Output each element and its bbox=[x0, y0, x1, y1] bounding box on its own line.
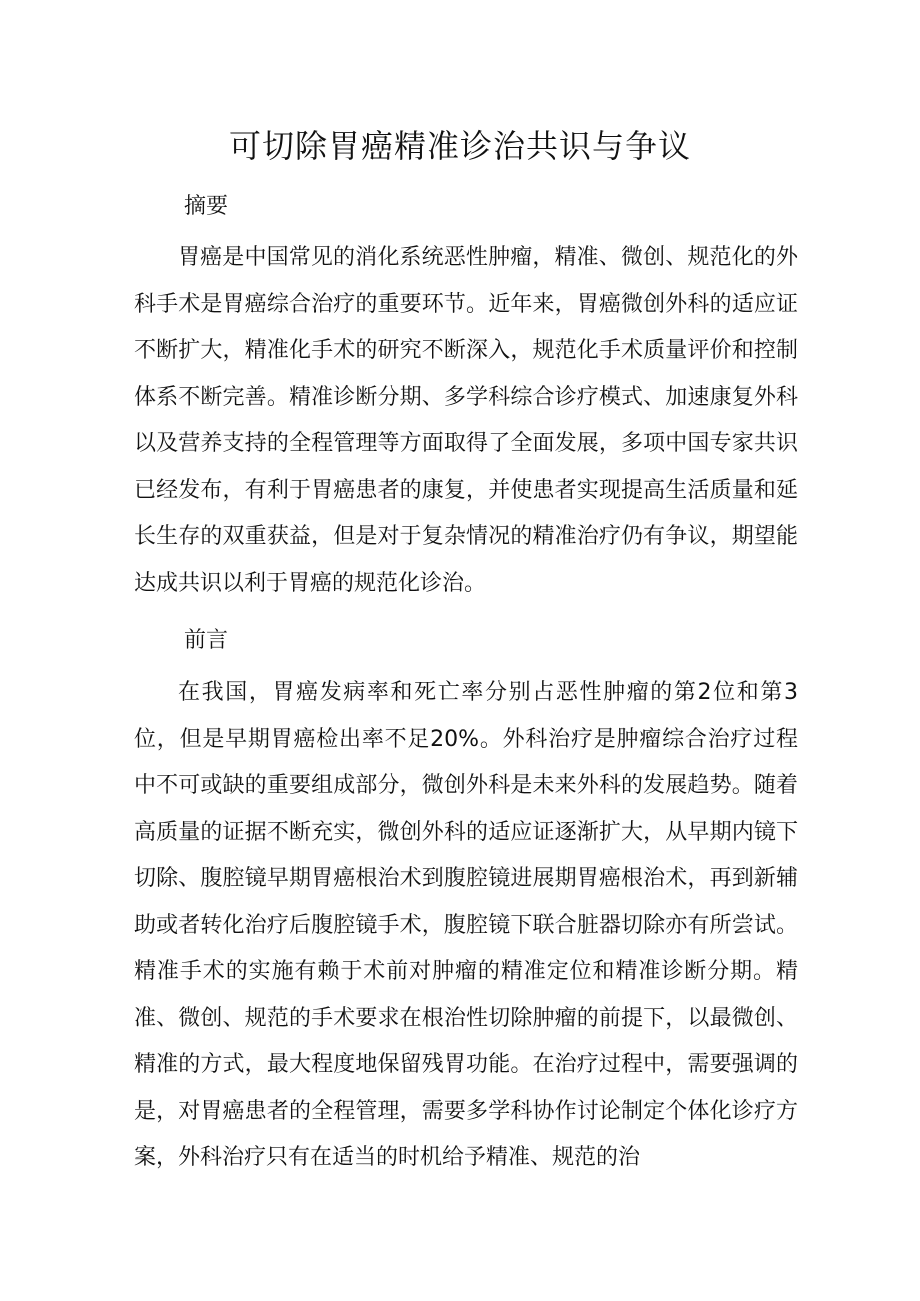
abstract-paragraph: 胃癌是中国常见的消化系统恶性肿瘤，精准、微创、规范化的外科手术是胃癌综合治疗的重要环节。近年来，胃癌微创外科的适应证不断扩大，精准化手术的研究不断深入，规范化手术质量评价和控制体系不断完善。精准诊断分期、多学科综合诊疗模式、加速康复外科以及营养支持的全程管理等方面取得了全面发展，多项中国专家共识已经发布，有利于胃癌患者的康复，并使患者实现提高生活质量和延长生存的双重获益，但是对于复杂情况的精准治疗仍有争议，期望能达成共识以利于胃癌的规范化诊治。 bbox=[134, 245, 798, 596]
preface-paragraph: 在我国，胃癌发病率和死亡率分别占恶性肿瘤的第2位和第3位，但是早期胃癌检出率不足20%。外科治疗是肿瘤综合治疗过程中不可或缺的重要组成部分，微创外科是未来外科的发展趋势。随着高质量的证据不断充实，微创外科的适应证逐渐扩大，从早期内镜下切除、腹腔镜早期胃癌根治术到腹腔镜进展期胃癌根治术，再到新辅助或者转化治疗后腹腔镜手术，腹腔镜下联合脏器切除亦有所尝试。精准手术的实施有赖于术前对肿瘤的精准定位和精准诊断分期。精准、微创、规范的手术要求在根治性切除肿瘤的前提下，以最微创、精准的方式，最大程度地保留残胃功能。在治疗过程中，需要强调的是，对胃癌患者的全程管理，需要多学科协作讨论制定个体化诊疗方案，外科治疗只有在适当的时机给予精准、规范的治 bbox=[134, 680, 798, 1170]
document-title: 可切除胃癌精准诊治共识与争议 bbox=[228, 127, 691, 165]
preface-heading: 前言 bbox=[184, 628, 229, 653]
abstract-heading: 摘要 bbox=[184, 194, 229, 219]
